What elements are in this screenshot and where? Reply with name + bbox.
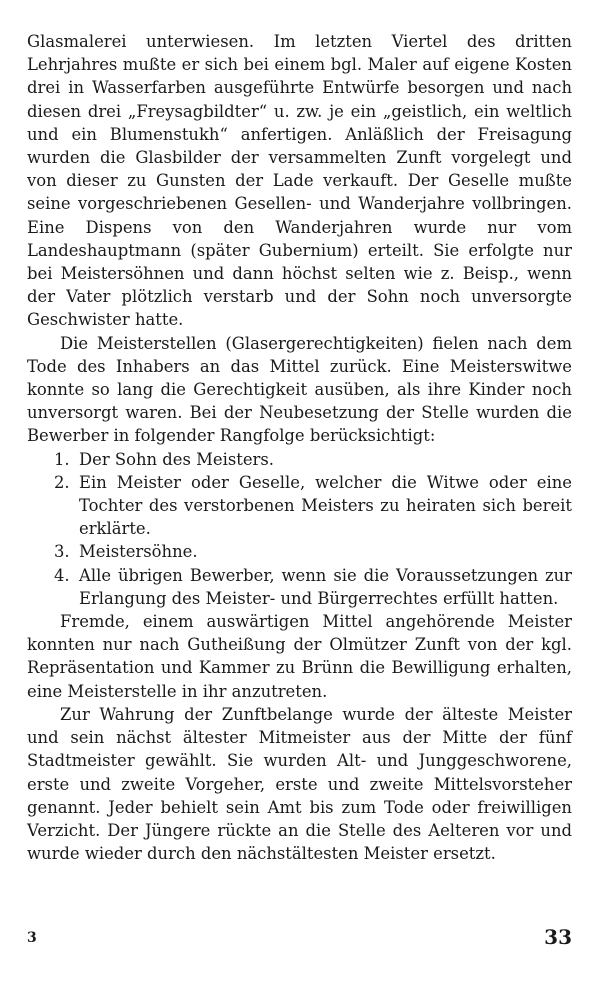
list-number: 4. (54, 565, 70, 585)
paragraph-fremde: Fremde, einem auswärtigen Mittel angehörende Meister konnten nur nach Gutheißung der Olmützer Zunft von der kgl. Repräsentation und Kammer zu Brünn die Bewilligung erhalten, eine Meisterstelle in ihr anzutreten. (27, 612, 572, 701)
page-number: 33 (544, 925, 572, 949)
list-item (27, 448, 572, 471)
list-text: Alle übrigen Bewerber, wenn sie die Voraussetzungen zur Erlangung des Meister- und Bürgerrechtes erfüllt hatten. (79, 565, 572, 608)
list-item (27, 540, 572, 563)
paragraph-glasmalerei: Glasmalerei unterwiesen. Im letzten Viertel des dritten Lehrjahres mußte er sich bei einem bgl. Maler auf eigene Kosten drei in Wasserfarben ausgeführte Entwürfe besorgen und nach diesen drei „Freysagbildter“ u. zw. je ein „geistlich, ein weltlich und ein Blumenstukh“ anfertigen. Anläßlich der Freisagung wurden die Glasbilder der versammelten Zunft vorgelegt und von dieser zu Gunsten der Lade verkauft. Der Geselle mußte seine vorgeschriebenen Gesellen- und Wanderjahre vollbringen. Eine Dispens von den Wanderjahren wurde nur vom Landeshauptmann (später Gubernium) erteilt. Sie erfolgte nur bei Meistersöhnen und dann höchst selten wie z. Beisp., wenn der Vater plötzlich verstarb und der Sohn noch unversorgte Geschwister hatte. (27, 32, 572, 330)
signature-mark: 3 (27, 930, 37, 946)
list-number: 2. (54, 472, 70, 492)
list-item (27, 564, 572, 610)
ranking-list (27, 448, 572, 610)
list-item (27, 471, 572, 541)
list-text: Der Sohn des Meisters. (79, 449, 274, 469)
list-text: Ein Meister oder Geselle, welcher die Witwe oder eine Tochter des verstorbenen Meisters zu heiraten sich bereit erklärte. (79, 472, 572, 539)
list-number: 1. (54, 449, 70, 469)
body-text (27, 30, 572, 865)
paragraph-meisterstellen: Die Meisterstellen (Glasergerechtigkeiten) fielen nach dem Tode des Inhabers an das Mittel zurück. Eine Meisterswitwe konnte so lang die Gerechtigkeit ausüben, als ihre Kinder noch unversorgt waren. Bei der Neubesetzung der Stelle wurden die Bewerber in folgender Rangfolge berücksichtigt: (27, 333, 572, 446)
list-text: Meistersöhne. (79, 542, 198, 562)
list-number: 3. (54, 542, 70, 562)
paragraph-zunftbelange: Zur Wahrung der Zunftbelange wurde der älteste Meister und sein nächst ältester Mitmeister aus der Mitte der fünf Stadtmeister gewählt. Sie wurden Alt- und Junggeschworene, erste und zweite Vorgeher, erste und zweite Mittelsvorsteher genannt. Jeder behielt sein Amt bis zum Tode oder freiwilligen Verzicht. Der Jüngere rückte an die Stelle des Aelteren vor und wurde wieder durch den nächstältesten Meister ersetzt. (27, 704, 572, 864)
